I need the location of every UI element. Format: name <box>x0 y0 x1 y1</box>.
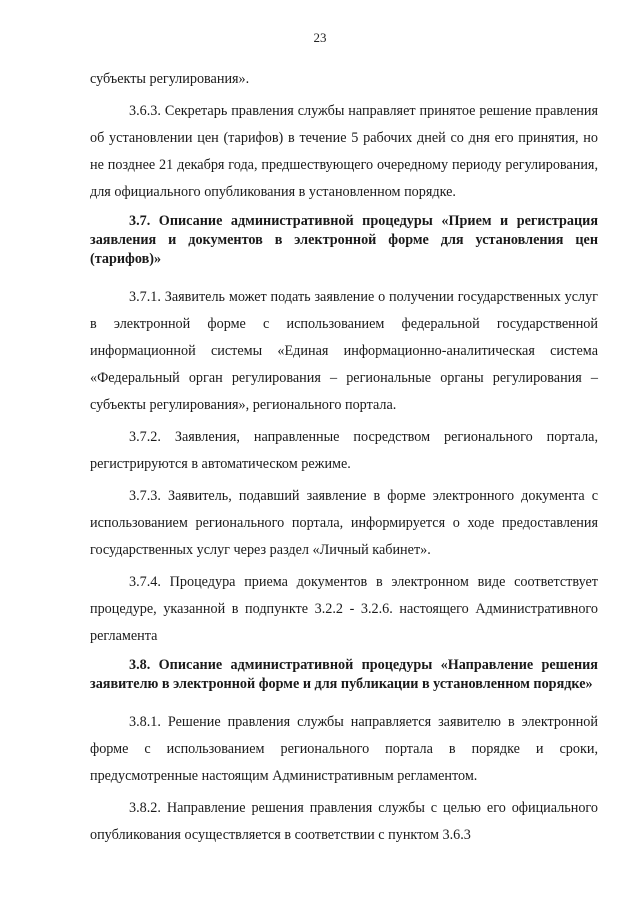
section-heading-3-7: 3.7. Описание административной процедуры «Прием и регистрация заявления и документов в электронной форме для установления цен (тарифов)» <box>90 213 598 267</box>
section-heading-3-8: 3.8. Описание административной процедуры «Направление решения заявителю в электронной форме и для публикации в установленном порядке» <box>90 657 598 692</box>
paragraph-3-6-3: 3.6.3. Секретарь правления службы направляет принятое решение правления об установлении цен (тарифов) в течение 5 рабочих дней со дня его принятия, но не позднее 21 декабря года, предшествующего очередному периоду регулирования, для официального опубликования в установленном порядке. <box>90 103 598 200</box>
document-body <box>90 66 598 849</box>
paragraph-3-7-4: 3.7.4. Процедура приема документов в электронном виде соответствует процедуре, указанной в подпункте 3.2.2 - 3.2.6. настоящего Административного регламента <box>90 574 598 644</box>
paragraph-continuation: субъекты регулирования». <box>90 71 250 87</box>
page-number: 23 <box>313 30 327 45</box>
paragraph-3-7-2: 3.7.2. Заявления, направленные посредством регионального портала, регистрируются в автоматическом режиме. <box>90 429 598 472</box>
paragraph-3-8-2: 3.8.2. Направление решения правления службы с целью его официального опубликования осуществляется в соответствии с пунктом 3.6.3 <box>90 800 598 843</box>
paragraph-3-7-1: 3.7.1. Заявитель может подать заявление о получении государственных услуг в электронной форме с использованием федеральной государственной информационной системы «Единая информационно-аналитическая система «Федеральный орган регулирования – региональные органы регулирования – субъекты регулирования», регионального портала. <box>90 289 598 413</box>
paragraph-3-8-1: 3.8.1. Решение правления службы направляется заявителю в электронной форме с использованием регионального портала в порядке и сроки, предусмотренные настоящим Административным регламентом. <box>90 714 598 784</box>
paragraph-3-7-3: 3.7.3. Заявитель, подавший заявление в форме электронного документа с использованием регионального портала, информируется о ходе предоставления государственных услуг через раздел «Личный кабинет». <box>90 488 598 558</box>
